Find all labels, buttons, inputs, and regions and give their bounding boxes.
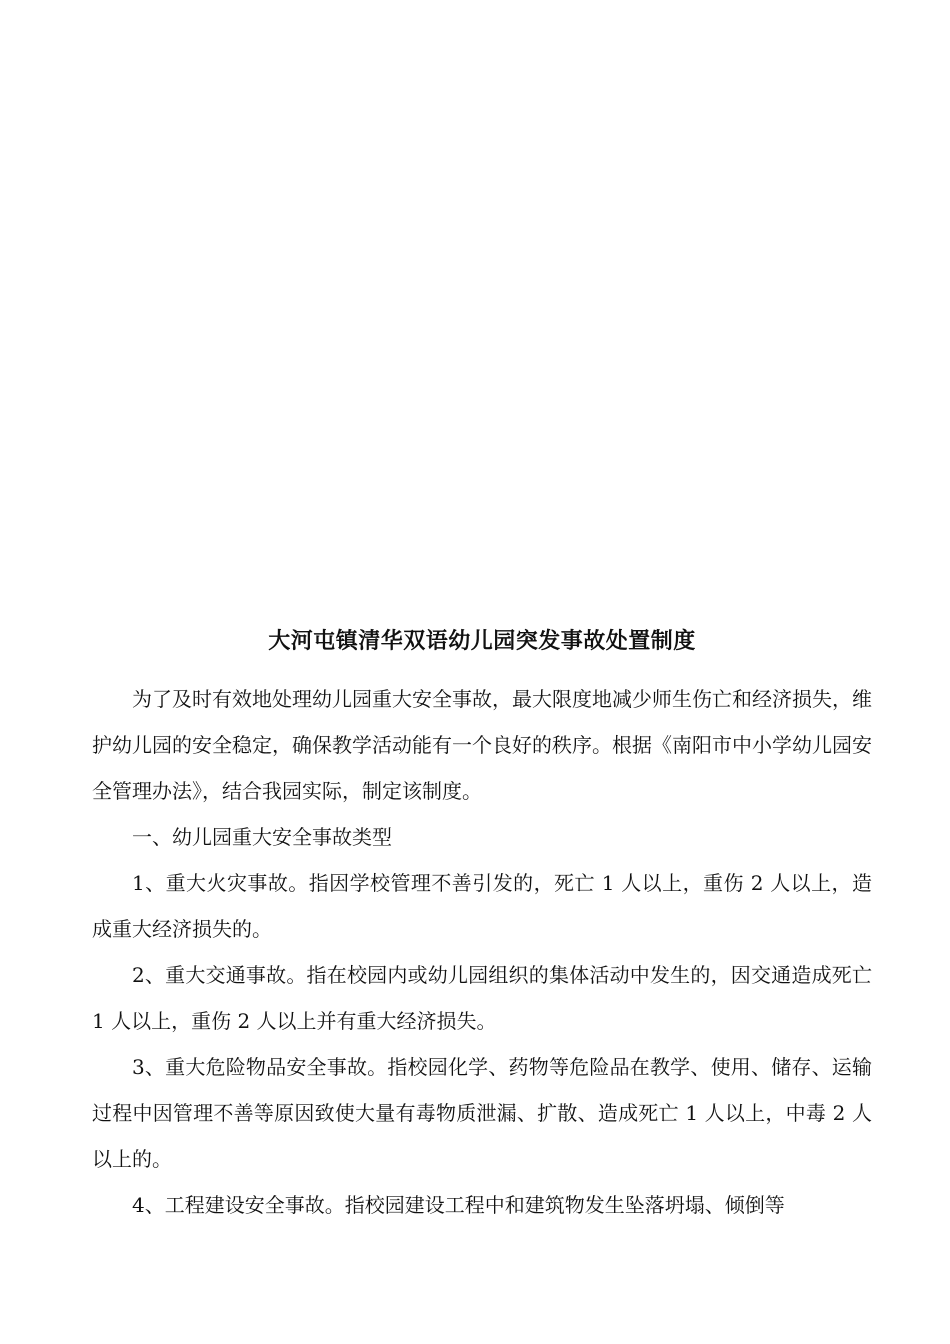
paragraph-traffic-accident: 2、重大交通事故。指在校园内或幼儿园组织的集体活动中发生的，因交通造成死亡 1 人以上，重伤 2 人以上并有重大经济损失。 — [92, 963, 872, 1033]
paragraph-intro: 为了及时有效地处理幼儿园重大安全事故，最大限度地减少师生伤亡和经济损失，维护幼儿园的安全稳定，确保教学活动能有一个良好的秩序。根据《南阳市中小学幼儿园安全管理办法》，结合我园实际，制定该制度。 — [92, 687, 872, 803]
paragraph-hazardous-materials-accident: 3、重大危险物品安全事故。指校园化学、药物等危险品在教学、使用、储存、运输过程中因管理不善等原因致使大量有毒物质泄漏、扩散、造成死亡 1 人以上，中毒 2 人以上的。 — [92, 1055, 872, 1171]
paragraph-construction-accident: 4、工程建设安全事故。指校园建设工程中和建筑物发生坠落坍塌、倾倒等 — [132, 1193, 785, 1217]
document-body — [92, 676, 872, 1228]
section-heading-accident-types: 一、幼儿园重大安全事故类型 — [132, 825, 392, 849]
paragraph-fire-accident: 1、重大火灾事故。指因学校管理不善引发的，死亡 1 人以上，重伤 2 人以上，造成重大经济损失的。 — [92, 871, 872, 941]
document-title: 大河屯镇清华双语幼儿园突发事故处置制度 — [268, 629, 696, 654]
